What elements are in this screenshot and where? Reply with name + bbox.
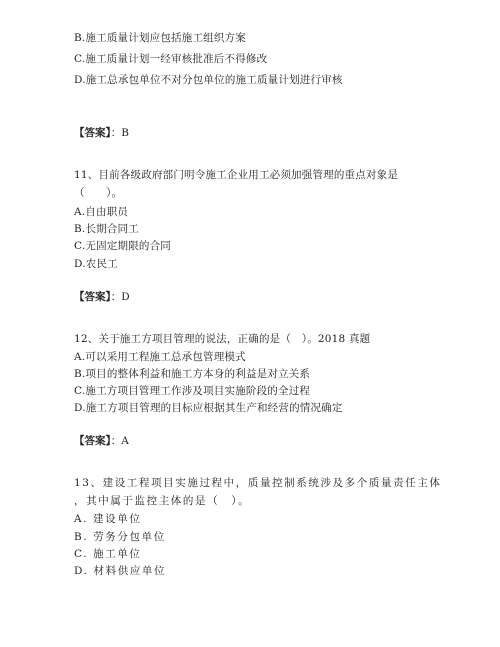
q11-option-c: C.无固定期限的合同 — [74, 240, 171, 252]
answer-value: D — [121, 291, 130, 303]
q11-option-a: A.自由职员 — [74, 206, 129, 218]
prev-option-b: B.施工质量计划应包括施工组织方案 — [74, 32, 246, 44]
answer-value: A — [121, 435, 129, 447]
answer-label: 【答案】 — [74, 291, 111, 303]
q11-option-d: D.农民工 — [74, 258, 118, 270]
answer-label: 【答案】 — [74, 435, 111, 447]
q12-option-a: A.可以采用工程施工总承包管理模式 — [74, 351, 246, 363]
q13-option-d: D. 材料供应单位 — [74, 565, 167, 577]
answer-separator: ： — [110, 291, 122, 303]
q12-stem: 12、关于施工方项目管理的说法，正确的是（ ）。2018 真题 — [74, 333, 371, 345]
q13-stem-cont: ，其中属于监控主体的是（ ）。 — [74, 495, 251, 507]
q13-option-c: C. 施工单位 — [74, 548, 142, 560]
answer-separator: ： — [110, 127, 122, 139]
q13-stem: 13、建设工程项目实施过程中，质量控制系统涉及多个质量责任主体 — [74, 477, 442, 489]
q11-stem-cont: （ ）。 — [74, 187, 123, 199]
q11-option-b: B.长期合同工 — [74, 223, 139, 235]
prev-answer — [74, 126, 129, 140]
prev-option-d: D.施工总承包单位不对分包单位的施工质量计划进行审核 — [74, 74, 343, 86]
answer-separator: ： — [110, 435, 122, 447]
q13-option-b: B. 劳务分包单位 — [74, 531, 166, 543]
answer-label: 【答案】 — [74, 127, 111, 139]
q12-option-c: C.施工方项目管理工作涉及项目实施阶段的全过程 — [74, 385, 311, 397]
q12-option-d: D.施工方项目管理的目标应根据其生产和经营的情况确定 — [74, 402, 343, 414]
q12-option-b: B.项目的整体利益和施工方本身的利益是对立关系 — [74, 368, 311, 380]
prev-option-c: C.施工质量计划一经审核批准后不得修改 — [74, 53, 268, 65]
q11-answer — [74, 290, 130, 304]
q11-stem: 11、目前各级政府部门明令施工企业用工必须加强管理的重点对象是 — [74, 169, 399, 181]
answer-value: B — [121, 127, 129, 139]
q12-answer — [74, 434, 129, 448]
q13-option-a: A. 建设单位 — [74, 513, 142, 525]
